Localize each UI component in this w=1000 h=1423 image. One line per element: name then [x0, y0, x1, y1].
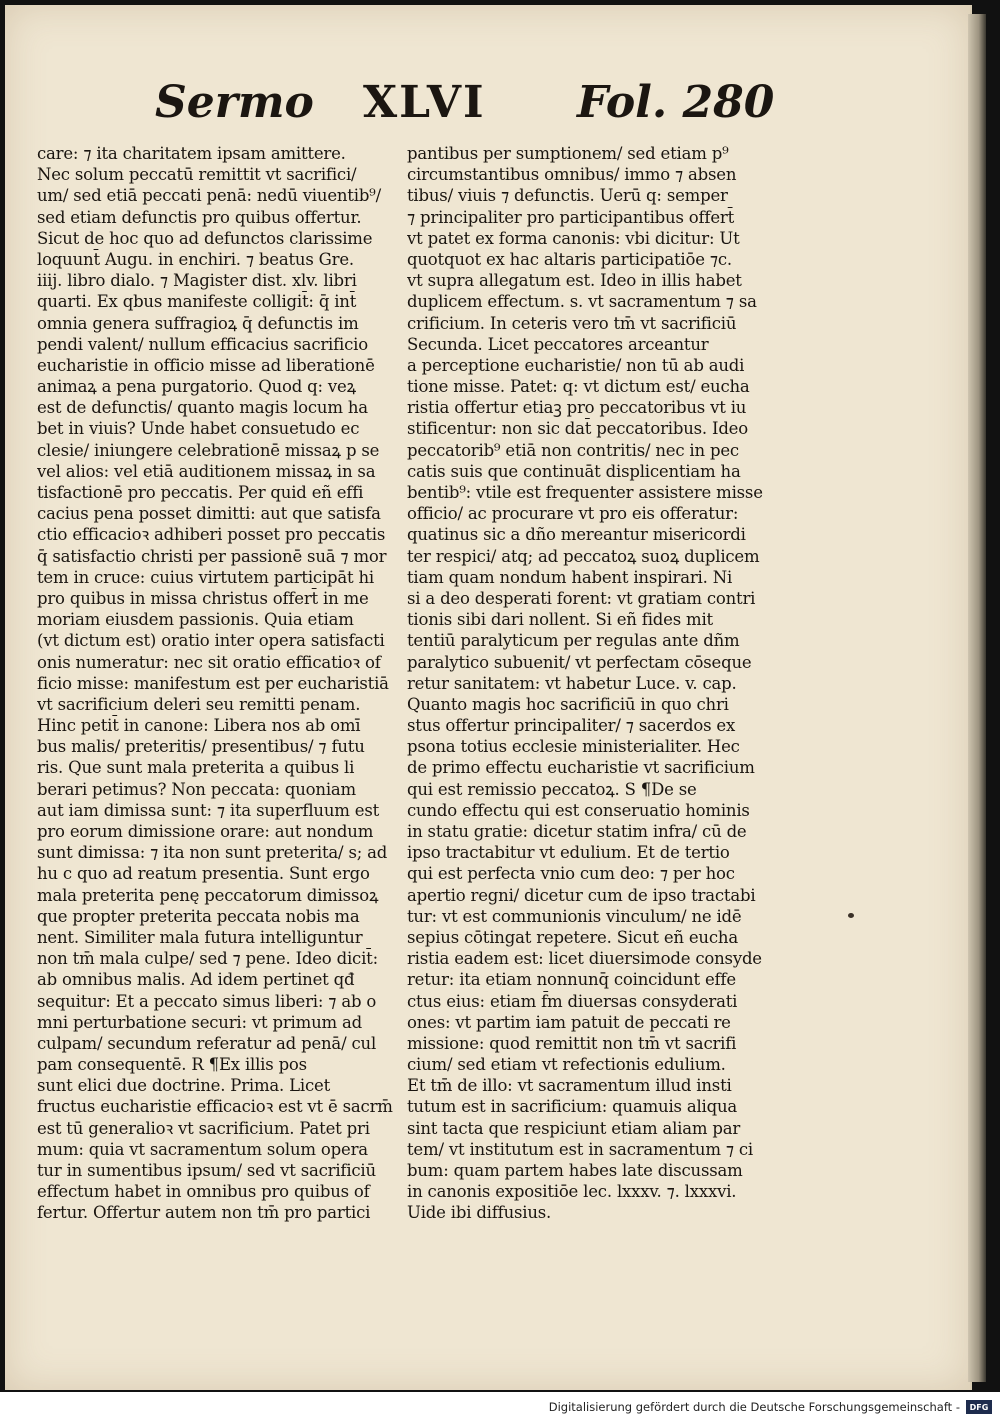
- text-line: est de defunctis/ quanto magis locum ha: [37, 398, 368, 418]
- dfg-logo: DFG: [966, 1400, 992, 1414]
- text-line: duplicem effectum. s. vt sacramentum ⁊ sa: [407, 292, 757, 312]
- text-line: ristia offertur etiaꝫ pro peccatoribus vt iu: [407, 398, 747, 418]
- text-line: qui est remissio peccatoꝝ. S ¶De se: [407, 779, 697, 799]
- left-text-column: [37, 143, 399, 1224]
- text-line: cacius pena posset dimitti: aut que satisfa: [37, 504, 381, 524]
- text-line: psona totius ecclesie ministerialiter. Hec: [407, 737, 740, 757]
- text-line: mum: quia vt sacramentum solum opera: [37, 1139, 368, 1159]
- text-line: catis suis que continuāt displicentiam ha: [407, 461, 741, 481]
- text-line: ctus eius: etiam f̄m diuersas consyderati: [407, 991, 738, 1011]
- text-line: clesie/ iniungere celebrationē missaꝝ p se: [37, 440, 380, 460]
- text-line: care: ⁊ ita charitatem ipsam amittere.: [37, 144, 346, 163]
- text-line: Secunda. Licet peccatores arceantur: [407, 334, 709, 354]
- right-text-column: [407, 143, 769, 1224]
- text-line: si a deo desperati forent: vt gratiam contri: [407, 588, 756, 608]
- text-line: tibus/ viuis ⁊ defunctis. Uerū q: semper: [407, 186, 728, 206]
- text-line: sed etiam defunctis pro quibus offertur.: [37, 207, 362, 227]
- text-line: que propter preterita peccata nobis ma: [37, 906, 360, 926]
- text-line: ris. Que sunt mala preterita a quibus li: [37, 758, 355, 778]
- text-line: cium/ sed etiam vt refectionis edulium.: [407, 1055, 726, 1075]
- text-line: bum: quam partem habes late discussam: [407, 1161, 743, 1180]
- text-line: vel alios: vel etiā auditionem missaꝝ in sa: [37, 461, 376, 481]
- page-edge: [968, 14, 986, 1382]
- text-line: tem in cruce: cuius virtutem participāt hi: [37, 567, 375, 587]
- text-line: tur: vt est communionis vinculum/ ne idē: [407, 906, 742, 926]
- text-line: tur in sumentibus ipsum/ sed vt sacrificiū: [37, 1161, 376, 1180]
- text-line: mala preterita penę peccatorum dimissoꝝ: [37, 885, 379, 905]
- text-line: pam consequentē. R ¶Ex illis pos: [37, 1055, 307, 1075]
- running-head: [155, 77, 775, 137]
- text-line: quarti. Ex qbus manifeste colligit̄: q̄ int̄: [37, 292, 357, 312]
- text-line: ter respici/ atq; ad peccatoꝝ suoꝝ duplicem: [407, 546, 760, 566]
- text-line: sint tacta que respiciunt etiam aliam par: [407, 1118, 741, 1138]
- text-line: hu c quo ad reatum presentia. Sunt ergo: [37, 864, 370, 884]
- text-line: aut iam dimissa sunt: ⁊ ita superfluum est: [37, 800, 380, 820]
- text-line: effectum habet in omnibus pro quibus of: [37, 1182, 370, 1202]
- text-line: ctio efficacioꝛ adhiberi posset pro peccatis: [37, 525, 386, 545]
- text-line: pendi valent/ nullum efficacius sacrificio: [37, 334, 368, 354]
- text-line: qui est perfecta vnio cum deo: ⁊ per hoc: [407, 864, 735, 884]
- text-line: sequitur: Et a peccato simus liberi: ⁊ ab o: [37, 991, 377, 1011]
- text-line: bus malis/ preteritis/ presentibus/ ⁊ futu: [37, 737, 365, 757]
- text-line: non tm̄ mala culpe/ sed ⁊ pene. Ideo dicit̄:: [37, 949, 378, 969]
- text-line: pro eorum dimissione orare: aut nondum: [37, 822, 374, 841]
- text-line: in canonis expositiōe lec. lxxxv. ⁊. lxxxvi.: [407, 1182, 737, 1202]
- text-line: paralytico subuenit/ vt perfectam cōseque: [407, 652, 752, 672]
- text-line: tem/ vt institutum est in sacramentum ⁊ ci: [407, 1139, 754, 1159]
- running-head-folio: Fol. 280: [577, 77, 775, 128]
- text-line: bet in viuis? Unde habet consuetudo ec: [37, 419, 360, 439]
- running-head-sermon-number: XLVI: [363, 77, 486, 128]
- text-line: missione: quod remittit non tm̄ vt sacrifi: [407, 1033, 737, 1053]
- text-line: fertur. Offertur autem non tm̄ pro partici: [37, 1203, 371, 1223]
- text-line: ficio misse: manifestum est per eucharistiā: [37, 673, 389, 693]
- text-line: mni perturbatione securi: vt primum ad: [37, 1012, 362, 1032]
- text-line: ⁊ principaliter pro participantibus offert̄: [407, 207, 735, 227]
- text-line: ones: vt partim iam patuit de peccati re: [407, 1012, 731, 1032]
- text-line: retur sanitatem: vt habetur Luce. v. cap.: [407, 673, 737, 693]
- text-line: moriam eiusdem passionis. Quia etiam: [37, 610, 354, 630]
- text-line: cundo effectu qui est conseruatio hominis: [407, 800, 750, 820]
- text-line: vt supra allegatum est. Ideo in illis habet: [407, 271, 742, 291]
- text-line: ristia eadem est: licet diuersimode consyde: [407, 949, 762, 969]
- text-line: officio/ ac procurare vt pro eis offeratur:: [407, 504, 739, 524]
- text-line: sunt elici due doctrine. Prima. Licet: [37, 1076, 330, 1096]
- text-line: nent. Similiter mala futura intelliguntur: [37, 927, 363, 947]
- text-line: stificentur: non sic dat̄ peccatoribus. Ideo: [407, 419, 748, 439]
- text-line: sepius cōtingat repetere. Sicut eñ eucha: [407, 927, 738, 947]
- text-line: q̄ satisfactio christi per passionē suā ⁊ mor: [37, 546, 387, 566]
- text-line: tutum est in sacrificium: quamuis aliqua: [407, 1097, 738, 1117]
- text-line: a perceptione eucharistie/ non tū ab audi: [407, 355, 745, 375]
- book-page: [5, 5, 972, 1390]
- text-line: Nec solum peccatū remittit vt sacrifici/: [37, 165, 357, 185]
- text-line: tionis sibi dari nollent. Si eñ fides mit: [407, 610, 713, 630]
- text-line: eucharistie in officio misse ad liberationē: [37, 355, 375, 375]
- text-line: onis numeratur: nec sit oratio efficatioꝛ of: [37, 652, 381, 672]
- footer-credit-text: Digitalisierung gefördert durch die Deutsche Forschungsgemeinschaft -: [548, 1400, 960, 1414]
- text-line: apertio regni/ dicetur cum de ipso tractabi: [407, 885, 756, 905]
- text-line: berari petimus? Non peccata: quoniam: [37, 779, 356, 799]
- text-line: sunt dimissa: ⁊ ita non sunt preterita/ s; ad: [37, 843, 388, 863]
- text-line: pantibus per sumptionem/ sed etiam p⁹: [407, 144, 729, 163]
- text-line: Uide ibi diffusius.: [407, 1203, 552, 1223]
- running-head-sermo: Sermo: [155, 77, 314, 128]
- text-line: stus offertur principaliter/ ⁊ sacerdos ex: [407, 716, 736, 736]
- text-line: crificium. In ceteris vero tm̄ vt sacrificiū: [407, 313, 737, 333]
- text-line: Et tm̄ de illo: vt sacramentum illud insti: [407, 1076, 732, 1096]
- text-line: um/ sed etiā peccati penā: nedū viuentib⁹/: [37, 186, 381, 206]
- text-line: loquunt̄ Augu. in enchiri. ⁊ beatus Gre.: [37, 249, 354, 269]
- ink-speck: [848, 913, 854, 918]
- text-line: animaꝝ a pena purgatorio. Quod q: veꝝ: [37, 377, 356, 397]
- text-line: fructus eucharistie efficacioꝛ est vt ē sacrm̄: [37, 1097, 393, 1117]
- text-line: quotquot ex hac altaris participatiōe ⁊c.: [407, 249, 732, 269]
- text-line: pro quibus in missa christus offert̄ in me: [37, 588, 369, 608]
- text-line: omnia genera suffragioꝝ q̄ defunctis im: [37, 313, 359, 333]
- text-line: circumstantibus omnibus/ immo ⁊ absen: [407, 165, 737, 185]
- text-line: vt patet ex forma canonis: vbi dicitur: Ut: [407, 228, 740, 248]
- text-line: Hinc petit̄ in canone: Libera nos ab omī: [37, 716, 361, 736]
- text-line: (vt dictum est) oratio inter opera satisfacti: [37, 631, 385, 651]
- text-line: ipso tractabitur vt edulium. Et de tertio: [407, 843, 730, 863]
- text-line: ab omnibus malis. Ad idem pertinet qđ: [37, 970, 355, 990]
- text-line: Quanto magis hoc sacrificiū in quo chri: [407, 694, 729, 714]
- text-line: vt sacrificium deleri seu remitti penam.: [37, 694, 361, 714]
- text-line: de primo effectu eucharistie vt sacrificium: [407, 758, 755, 778]
- text-line: in statu gratie: dicetur statim infra/ cū de: [407, 822, 747, 841]
- text-line: est tū generalioꝛ vt sacrificium. Patet pri: [37, 1118, 370, 1138]
- text-line: tione misse. Patet: q: vt dictum est/ eucha: [407, 377, 750, 397]
- text-line: iiij. libro dialo. ⁊ Magister dist. xlv. libri: [37, 271, 357, 291]
- text-line: Sicut de hoc quo ad defunctos clarissime: [37, 228, 373, 248]
- text-line: retur: ita etiam nonnunq̄ coincidunt effe: [407, 970, 736, 990]
- text-line: culpam/ secundum referatur ad penā/ cul: [37, 1033, 377, 1053]
- text-line: tiam quam nondum habent inspirari. Ni: [407, 567, 733, 587]
- digitization-footer: [549, 1396, 992, 1418]
- text-line: peccatorib⁹ etiā non contritis/ nec in pec: [407, 440, 739, 460]
- text-line: tisfactionē pro peccatis. Per quid eñ effi: [37, 483, 364, 502]
- text-line: tentiū paralyticum per regulas ante dñm: [407, 631, 740, 651]
- text-line: bentib⁹: vtile est frequenter assistere misse: [407, 483, 763, 502]
- text-line: quatinus sic a dño mereantur misericordi: [407, 525, 746, 545]
